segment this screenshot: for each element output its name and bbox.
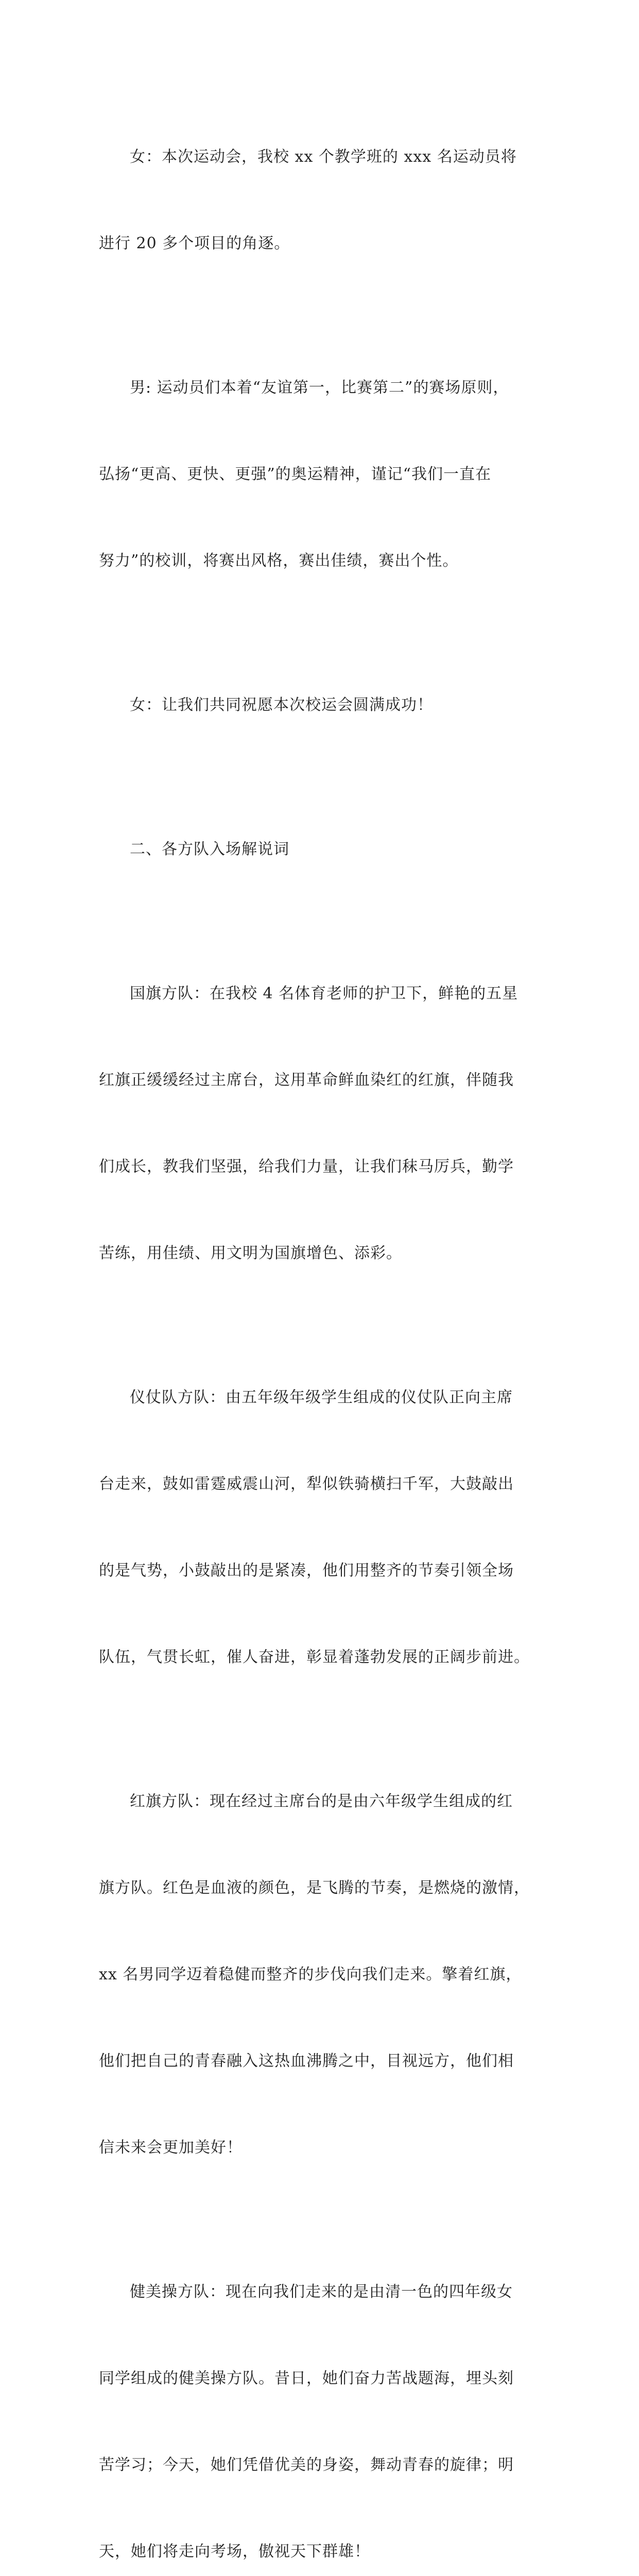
paragraph-line: 健美操方队：现在向我们走来的是由清一色的四年级女 <box>130 2283 513 2301</box>
paragraph-line: 弘扬“更高、更快、更强”的奥运精神，谨记“我们一直在 <box>99 465 492 483</box>
paragraph-3 <box>99 633 562 777</box>
paragraph-1 <box>99 85 562 316</box>
paragraph-2 <box>99 316 562 633</box>
paragraph-line: 队伍，气贯长虹，催人奋进，彰显着蓬勃发展的正阔步前进。 <box>99 1648 530 1666</box>
paragraph-line: 同学组成的健美操方队。昔日，她们奋力苦战题海，埋头刻 <box>99 2369 514 2387</box>
paragraph-line: 苦练，用佳绩、用文明为国旗增色、添彩。 <box>99 1244 402 1262</box>
paragraph-line: 他们把自己的青春融入这热血沸腾之中，目视远方，他们相 <box>99 2052 514 2070</box>
section-heading <box>99 777 562 922</box>
paragraph-line: 仪仗队方队：由五年级年级学生组成的仪仗队正向主席 <box>130 1388 513 1406</box>
paragraph-line: 天，她们将走向考场，傲视天下群雄！ <box>99 2543 370 2561</box>
paragraph-line: 男: 运动员们本着“友谊第一，比赛第二”的赛场原则， <box>130 379 509 397</box>
paragraph-line: 信未来会更加美好！ <box>99 2139 243 2157</box>
paragraph-line: 努力”的校训，将赛出风格，赛出佳绩，赛出个性。 <box>99 552 459 570</box>
paragraph-line: xx 名男同学迈着稳健而整齐的步伐向我们走来。擎着红旗， <box>99 1965 522 1984</box>
paragraph-honor-guard <box>99 1326 562 1730</box>
paragraph-flag-team <box>99 922 562 1326</box>
paragraph-line: 的是气势，小鼓敲出的是紧凑，他们用整齐的节奏引领全场 <box>99 1562 514 1580</box>
paragraph-line: 红旗正缓缓经过主席台，这用革命鲜血染红的红旗，伴随我 <box>99 1071 514 1089</box>
paragraph-line: 们成长，教我们坚强，给我们力量，让我们秣马厉兵，勤学 <box>99 1158 514 1176</box>
paragraph-line: 女：本次运动会，我校 xx 个教学班的 xxx 名运动员将 <box>130 148 517 166</box>
paragraph-line: 旗方队。红色是血液的颜色，是飞腾的节奏，是燃烧的激情， <box>99 1879 530 1897</box>
paragraph-line: 女：让我们共同祝愿本次校运会圆满成功！ <box>130 696 433 714</box>
paragraph-line: 红旗方队：现在经过主席台的是由六年级学生组成的红 <box>130 1792 513 1810</box>
paragraph-red-flag-team <box>99 1730 562 2220</box>
paragraph-line: 进行 20 多个项目的角逐。 <box>99 234 290 252</box>
document-body <box>99 85 562 2576</box>
paragraph-line: 国旗方队：在我校 4 名体育老师的护卫下，鲜艳的五星 <box>130 985 519 1003</box>
section-heading-text: 二、各方队入场解说词 <box>130 840 289 858</box>
paragraph-line: 苦学习；今天，她们凭借优美的身姿，舞动青春的旋律；明 <box>99 2456 514 2474</box>
paragraph-line: 台走来，鼓如雷霆威震山河，犁似铁骑横扫千军，大鼓敲出 <box>99 1475 514 1493</box>
paragraph-aerobics-team <box>99 2220 562 2576</box>
